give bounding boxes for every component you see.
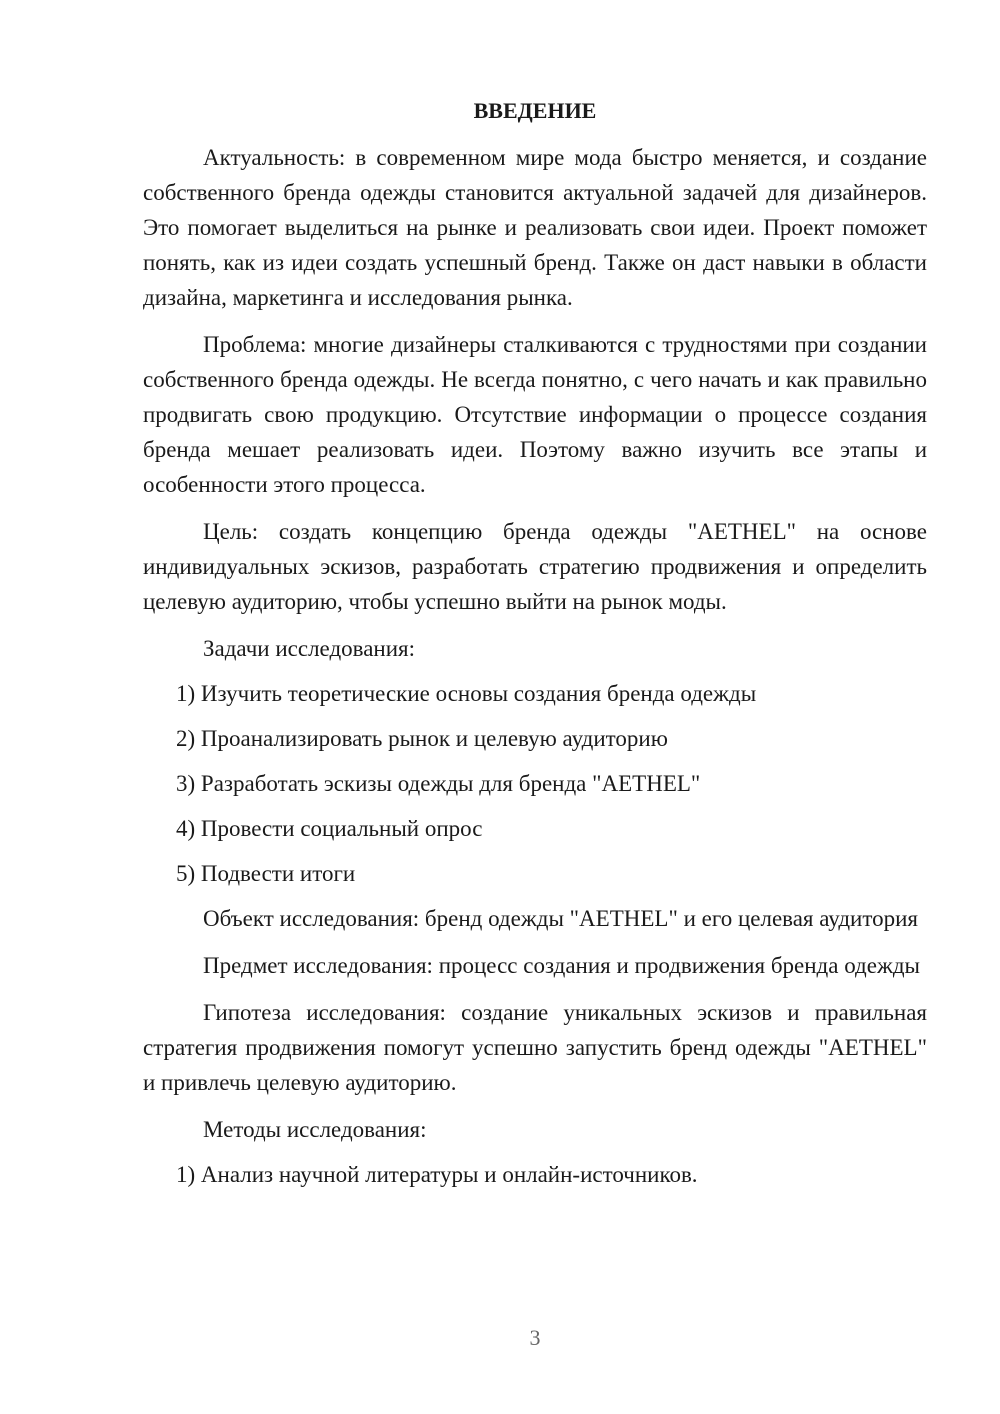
method-item: 1) Анализ научной литературы и онлайн-источников. bbox=[176, 1162, 698, 1187]
tasks-heading: Задачи исследования: bbox=[203, 636, 416, 661]
page-number: 3 bbox=[529, 1325, 541, 1350]
methods-list bbox=[143, 1157, 927, 1192]
task-item: 1) Изучить теоретические основы создания бренда одежды bbox=[176, 681, 757, 706]
paragraph-goal: Цель: создать концепцию бренда одежды "AETHEL" на основе индивидуальных эскизов, разработать стратегию продвижения и определить целевую аудиторию, чтобы успешно выйти на рынок моды. bbox=[143, 519, 927, 614]
task-item: 5) Подвести итоги bbox=[176, 861, 356, 886]
paragraph-object: Объект исследования: бренд одежды "AETHEL" и его целевая аудитория bbox=[203, 906, 918, 931]
paragraph-hypothesis: Гипотеза исследования: создание уникальных эскизов и правильная стратегия продвижения помогут успешно запустить бренд одежды "AETHEL" и привлечь целевую аудиторию. bbox=[143, 1000, 927, 1095]
paragraph-subject: Предмет исследования: процесс создания и продвижения бренда одежды bbox=[203, 953, 920, 978]
paragraph-problem: Проблема: многие дизайнеры сталкиваются с трудностями при создании собственного бренда одежды. Не всегда понятно, с чего начать и как правильно продвигать свою продукцию. Отсутствие информации о процессе создания бренда мешает реализовать идеи. Поэтому важно изучить все этапы и особенности этого процесса. bbox=[143, 332, 927, 497]
page-title: ВВЕДЕНИЕ bbox=[473, 98, 597, 123]
page-content bbox=[143, 96, 927, 1202]
tasks-list bbox=[143, 676, 927, 891]
methods-heading: Методы исследования: bbox=[203, 1117, 427, 1142]
task-item: 2) Проанализировать рынок и целевую аудиторию bbox=[176, 726, 668, 751]
task-item: 4) Провести социальный опрос bbox=[176, 816, 483, 841]
task-item: 3) Разработать эскизы одежды для бренда "AETHEL" bbox=[176, 771, 701, 796]
paragraph-relevance: Актуальность: в современном мире мода быстро меняется, и создание собственного бренда одежды становится актуальной задачей для дизайнеров. Это помогает выделиться на рынке и реализовать свои идеи. Проект поможет понять, как из идеи создать успешный бренд. Также он даст навыки в области дизайна, маркетинга и исследования рынка. bbox=[143, 145, 927, 310]
